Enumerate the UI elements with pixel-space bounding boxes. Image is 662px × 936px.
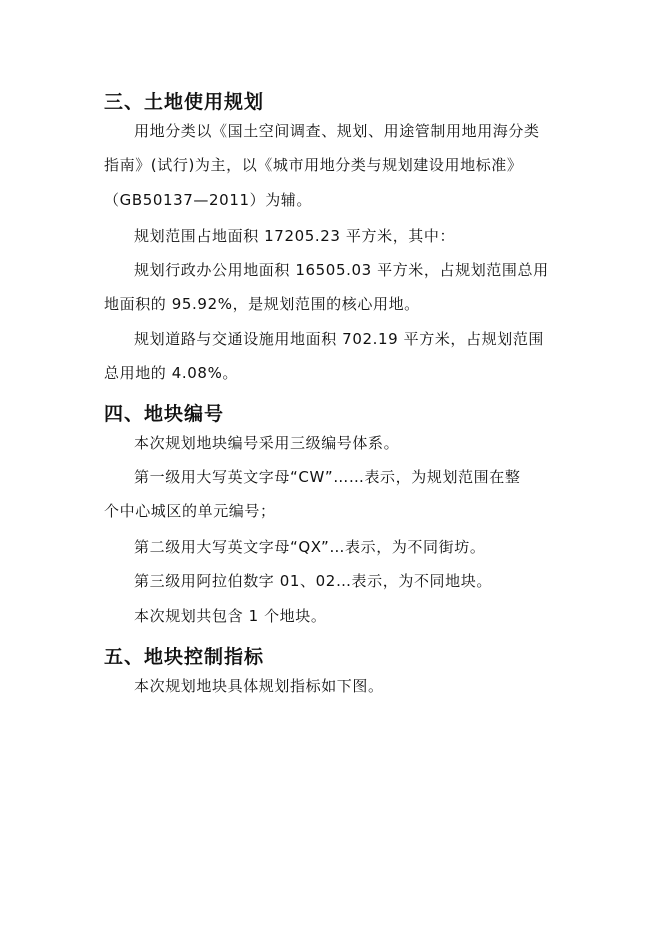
- paragraph-line: 第三级用阿拉伯数字 01、02…表示，为不同地块。: [134, 572, 492, 590]
- paragraph-line: 地面积的 95.92%，是规划范围的核心用地。: [104, 295, 420, 313]
- paragraph-line: 本次规划共包含 1 个地块。: [134, 607, 327, 625]
- paragraph-line: 规划行政办公用地面积 16505.03 平方米，占规划范围总用: [134, 261, 549, 279]
- paragraph-line: 规划道路与交通设施用地面积 702.19 平方米，占规划范围: [134, 330, 545, 348]
- paragraph-line: 规划范围占地面积 17205.23 平方米，其中：: [134, 227, 456, 245]
- section-heading-control-indicators: 五、地块控制指标: [104, 646, 265, 668]
- paragraph-line: 第一级用大写英文字母“CW”……表示，为规划范围在整: [134, 468, 521, 486]
- paragraph-line: 总用地的 4.08%。: [104, 364, 239, 382]
- paragraph-line: 本次规划地块具体规划指标如下图。: [134, 677, 384, 695]
- paragraph-line: 本次规划地块编号采用三级编号体系。: [134, 434, 400, 452]
- section-heading-parcel-numbering: 四、地块编号: [104, 403, 225, 425]
- paragraph-line: 用地分类以《国土空间调查、规划、用途管制用地用海分类: [134, 122, 540, 140]
- paragraph-line: 个中心城区的单元编号；: [104, 502, 276, 520]
- paragraph-line: 指南》(试行)为主，以《城市用地分类与规划建设用地标准》: [104, 156, 523, 174]
- paragraph-line: （GB50137—2011）为辅。: [104, 191, 313, 209]
- paragraph-line: 第二级用大写英文字母“QX”…表示，为不同街坊。: [134, 538, 486, 556]
- section-heading-land-use: 三、土地使用规划: [104, 91, 265, 113]
